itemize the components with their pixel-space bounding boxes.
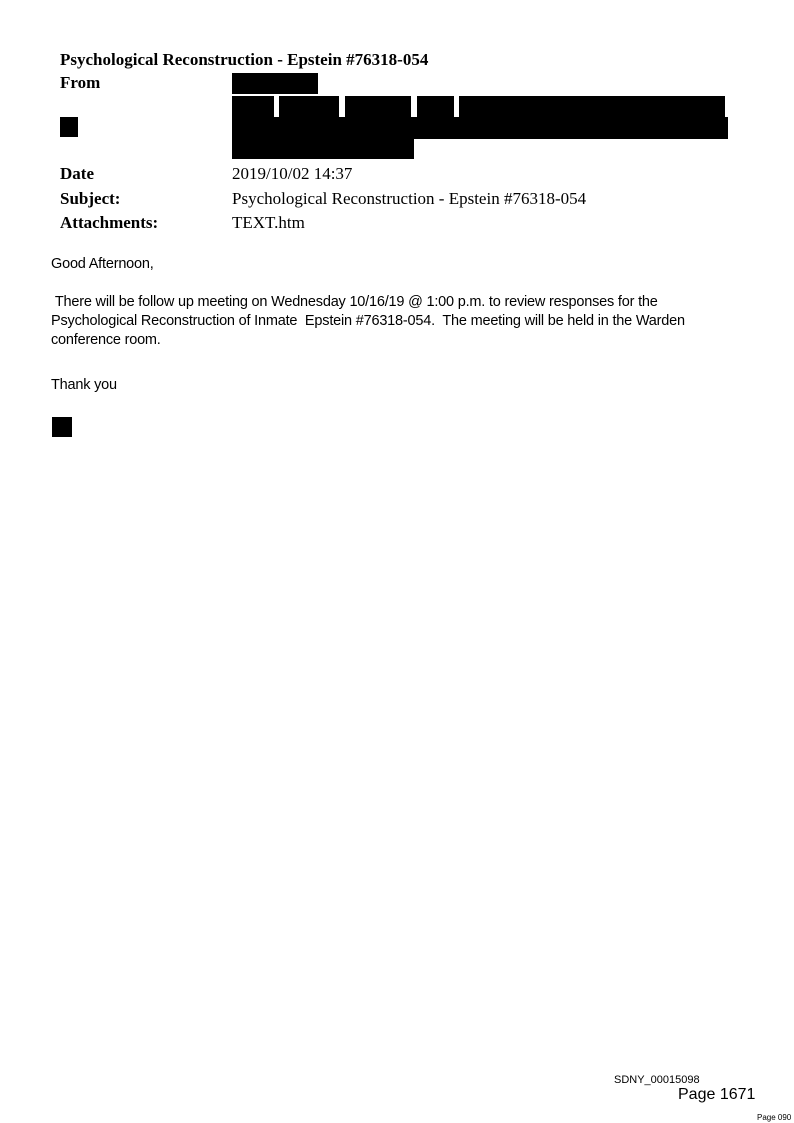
email-closing: Thank you	[51, 377, 117, 393]
redaction-recipient-1	[232, 96, 274, 117]
from-label: From	[60, 73, 101, 92]
attachments-label: Attachments:	[60, 213, 159, 232]
redaction-from-name	[232, 73, 318, 94]
date-value: 2019/10/02 14:37	[232, 164, 353, 183]
page-number: Page 1671	[678, 1086, 756, 1103]
small-page-number: Page 090	[757, 1113, 792, 1122]
email-greeting: Good Afternoon,	[51, 256, 154, 272]
redaction-signature	[52, 417, 72, 437]
redaction-recipient-5	[459, 96, 725, 117]
attachments-value: TEXT.htm	[232, 213, 305, 232]
redaction-recipient-3	[345, 96, 411, 117]
email-body-paragraph: There will be follow up meeting on Wednesday 10/16/19 @ 1:00 p.m. to review responses for the Psychological Reconstruction of Inmate Epstein #76318-054. The meeting will be held in the Warden conference room.	[51, 294, 689, 348]
subject-label: Subject:	[60, 189, 121, 208]
redaction-recipient-4	[417, 96, 454, 117]
redaction-recipient-6	[232, 117, 728, 139]
date-label: Date	[60, 164, 94, 183]
subject-value: Psychological Reconstruction - Epstein #76318-054	[232, 189, 587, 208]
bates-number: SDNY_00015098	[614, 1074, 700, 1086]
redaction-recipient-7	[232, 139, 414, 159]
redaction-recipient-2	[279, 96, 339, 117]
redaction-recipient-label	[60, 117, 78, 137]
document-title: Psychological Reconstruction - Epstein #76318-054	[60, 50, 429, 69]
